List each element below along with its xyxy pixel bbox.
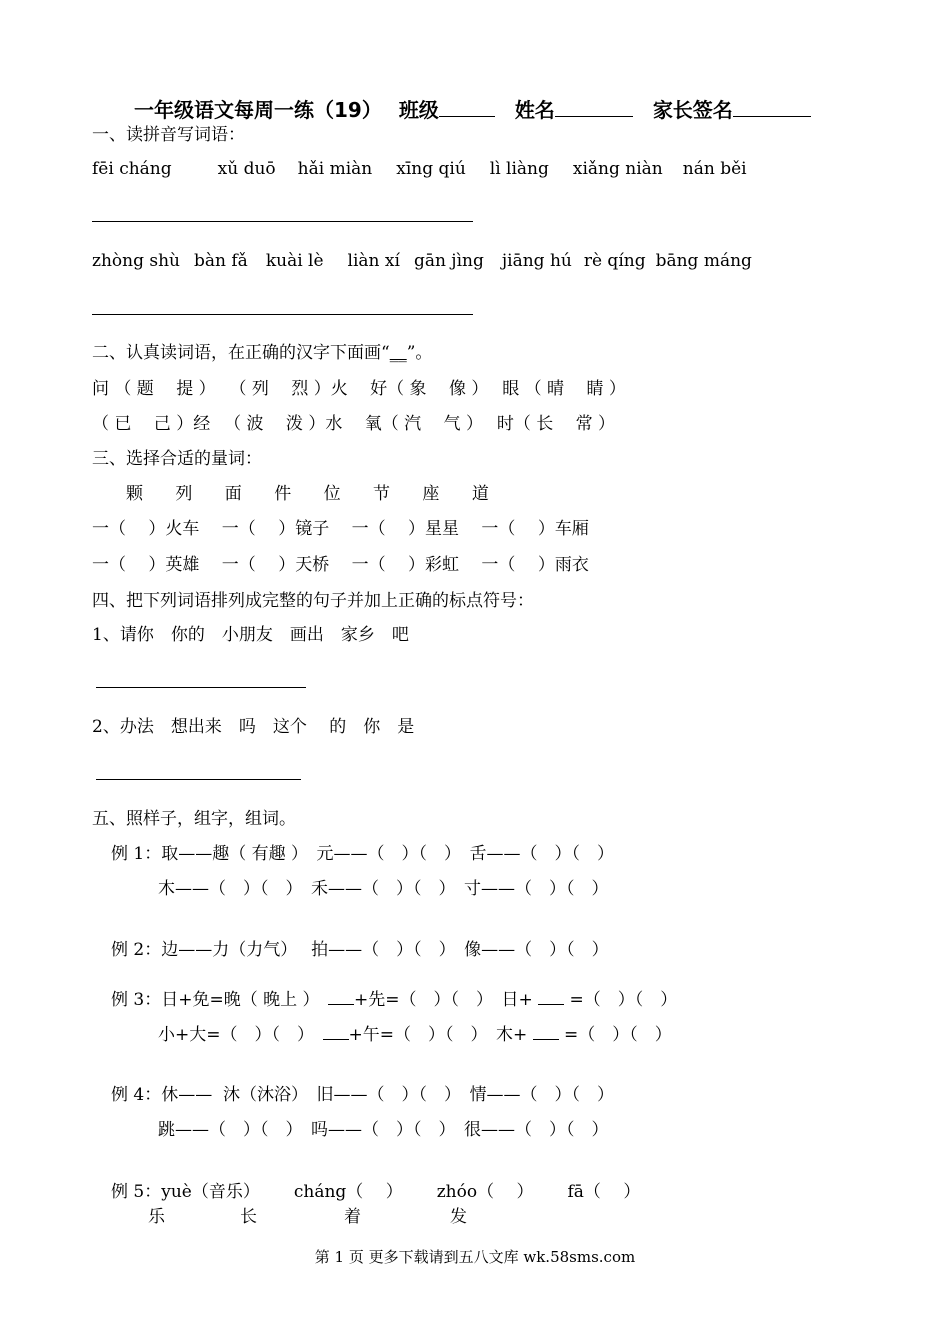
q1-heading: 一、读拼音写词语： bbox=[92, 125, 245, 145]
pinyin-item[interactable]: cháng（ ） bbox=[293, 1182, 403, 1202]
q2-heading-text: 二、认真读词语，在正确的汉字下面画“ bbox=[92, 343, 390, 363]
q5-example-5-row-1[interactable] bbox=[111, 1181, 640, 1203]
blank[interactable] bbox=[328, 988, 354, 1005]
q5-example-1-row-2[interactable]: 木——（ ）（ ） 禾——（ ）（ ） 寸——（ ）（ ） bbox=[158, 879, 609, 899]
underline-mark: __ bbox=[389, 343, 407, 363]
q5-example-4-row-1[interactable]: 例 4：休—— 沐（沐浴） 旧——（ ）（ ） 情——（ ）（ ） bbox=[111, 1085, 615, 1105]
name-label: 姓名 bbox=[514, 98, 555, 122]
name-blank[interactable] bbox=[555, 98, 633, 117]
blank[interactable] bbox=[538, 988, 564, 1005]
pinyin-item: gān jìng bbox=[413, 251, 484, 271]
q5-example-3-row-1[interactable] bbox=[111, 988, 677, 1011]
pinyin-item: zhòng shù bbox=[92, 251, 180, 271]
q1-answer-line-2[interactable] bbox=[92, 314, 473, 315]
page-footer: 第 1 页 更多下载请到五八文库 wk.58sms.com bbox=[314, 1248, 636, 1266]
q1-pinyin-row-2 bbox=[92, 250, 752, 272]
q5-example-5-label: 例 5： bbox=[111, 1182, 162, 1202]
pinyin-item: hǎi miàn bbox=[297, 159, 373, 179]
q5-example-3-row-2[interactable] bbox=[158, 1023, 672, 1046]
pinyin-item: lì liàng bbox=[489, 159, 549, 179]
q1-answer-line-1[interactable] bbox=[92, 221, 473, 222]
page-title-line bbox=[134, 98, 811, 122]
pinyin-item: fēi cháng bbox=[92, 159, 172, 179]
pinyin-item: bàn fǎ bbox=[194, 251, 248, 271]
q5-example-5-char-2: 长 bbox=[240, 1207, 257, 1227]
pinyin-item: rè qíng bbox=[583, 251, 646, 271]
q3-measure-words: 颗 列 面 件 位 节 座 道 bbox=[126, 484, 489, 504]
blank[interactable] bbox=[533, 1023, 559, 1040]
pinyin-item[interactable]: zhóo（ ） bbox=[436, 1182, 534, 1202]
q5-example-5-char-4: 发 bbox=[450, 1207, 467, 1227]
blank[interactable] bbox=[323, 1023, 349, 1040]
q5-example-3-text: +先=（ ）（ ） 日+ bbox=[354, 990, 539, 1010]
q5-example-3-text: 小+大=（ ）（ ） bbox=[158, 1025, 323, 1045]
q2-row-1[interactable]: 问 （ 题 提 ） （ 列 烈 ）火 好（ 象 像 ） 眼 （ 晴 睛 ） bbox=[92, 379, 626, 399]
page-title: 一年级语文每周一练（19） bbox=[134, 98, 372, 122]
pinyin-item: jiāng hú bbox=[501, 251, 572, 271]
q5-example-3-text: 例 3：日+免=晚（ 晚上 ） bbox=[111, 990, 329, 1010]
q5-example-1-row-1[interactable]: 例 1：取——趣（ 有趣 ） 元——（ ）（ ） 舌——（ ）（ ） bbox=[111, 844, 615, 864]
pinyin-item: xiǎng niàn bbox=[572, 159, 663, 179]
q4-answer-line-1[interactable] bbox=[96, 687, 306, 688]
q5-example-5-char-3: 着 bbox=[344, 1207, 361, 1227]
q3-row-1[interactable]: 一（ ）火车 一（ ）镜子 一（ ）星星 一（ ）车厢 bbox=[92, 519, 589, 539]
parent-signature-blank[interactable] bbox=[733, 98, 811, 117]
q2-row-2[interactable]: （ 已 己 ）经 （ 波 泼 ）水 氧（ 汽 气 ） 时（ 长 常 ） bbox=[92, 414, 616, 434]
pinyin-item: yuè（音乐） bbox=[161, 1182, 260, 1202]
q4-heading: 四、把下列词语排列成完整的句子并加上正确的标点符号： bbox=[92, 591, 534, 611]
q5-example-4-row-2[interactable]: 跳——（ ）（ ） 吗——（ ）（ ） 很——（ ）（ ） bbox=[158, 1120, 609, 1140]
parent-signature-label: 家长签名 bbox=[652, 98, 733, 122]
q5-example-3-text: =（ ）（ ） bbox=[558, 1025, 672, 1045]
q2-heading-end: ”。 bbox=[406, 343, 433, 363]
q5-example-3-text: +午=（ ）（ ） 木+ bbox=[348, 1025, 533, 1045]
q2-heading bbox=[92, 342, 432, 364]
q1-pinyin-row-1 bbox=[92, 158, 747, 180]
pinyin-item: xīng qiú bbox=[396, 159, 466, 179]
q4-item-1: 1、请你 你的 小朋友 画出 家乡 吧 bbox=[92, 625, 409, 645]
pinyin-item: bāng máng bbox=[655, 251, 752, 271]
q4-answer-line-2[interactable] bbox=[96, 779, 301, 780]
pinyin-item: xǔ duō bbox=[217, 159, 276, 179]
pinyin-item: liàn xí bbox=[347, 251, 400, 271]
q5-example-5-char-1: 乐 bbox=[148, 1207, 165, 1227]
q3-row-2[interactable]: 一（ ）英雄 一（ ）天桥 一（ ）彩虹 一（ ）雨衣 bbox=[92, 555, 589, 575]
pinyin-item: nán běi bbox=[682, 159, 747, 179]
class-blank[interactable] bbox=[439, 98, 495, 117]
q4-item-2: 2、办法 想出来 吗 这个 的 你 是 bbox=[92, 717, 415, 737]
pinyin-item: kuài lè bbox=[265, 251, 324, 271]
q3-heading: 三、选择合适的量词： bbox=[92, 449, 262, 469]
q5-example-3-text: =（ ）（ ） bbox=[564, 990, 678, 1010]
class-label: 班级 bbox=[398, 98, 439, 122]
pinyin-item[interactable]: fā（ ） bbox=[567, 1182, 641, 1202]
q5-heading: 五、照样子，组字，组词。 bbox=[92, 809, 296, 829]
q5-example-2[interactable]: 例 2：边——力（力气） 拍——（ ）（ ） 像——（ ）（ ） bbox=[111, 940, 609, 960]
